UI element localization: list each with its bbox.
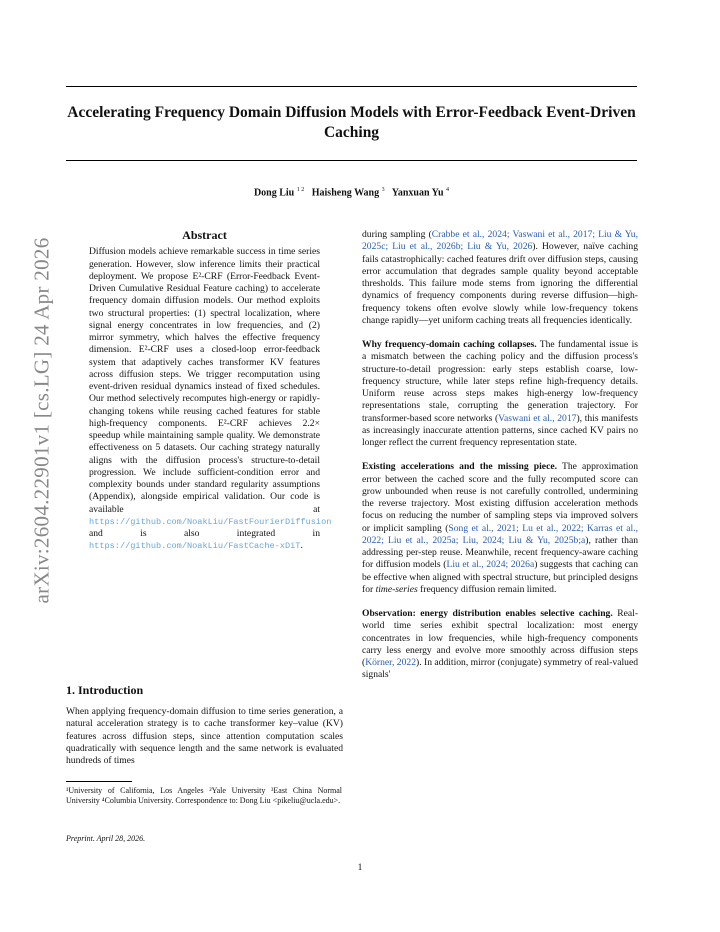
paragraph-heading: Observation: energy distribution enables selective caching.	[362, 608, 613, 619]
citation-link[interactable]: Song et al., 2021; Lu et al., 2022; Karras et al., 2022; Liu et al., 2025a; Liu, 2024; Liu & Yu, 2025b;a	[362, 522, 638, 546]
abstract-body: .	[300, 540, 303, 552]
abstract-heading: Abstract	[182, 228, 227, 242]
paragraph	[362, 461, 638, 596]
paper-title: Accelerating Frequency Domain Diffusion Models with Error-Feedback Event-Driven Caching	[67, 104, 636, 141]
abstract-body: Diffusion models achieve remarkable success in time series generation. However, slow inference limits their practical deployment. We propose E²-CRF (Error-Feedback Event-Driven Cumulative Residual Feature caching) to accelerate frequency domain diffusion models. Our method exploits two structural properties: (1) spectral localization, where signal energy concentrates in low frequencies, and (2) mirror symmetry, which halves the effective frequency dimension. E²-CRF uses a closed-loop error-feedback system that adaptively caches transformer KV features across diffusion steps. We trigger recomputation using event-driven residual dynamics instead of fixed schedules. Our method selectively recomputes high-energy or rapidly-changing tokens while reusing cached features for stable high-frequency components. E²-CRF achieves 2.2× speedup while maintaining sample quality. We demonstrate effectiveness on 5 datasets. Our caching strategy naturally aligns with the diffusion process's structure-to-detail progression. We include sufficient-condition error and complexity bounds under standard regularity assumptions (Appendix), alongside empirical validation. Our code is available at	[89, 246, 320, 515]
text: ) suggests that caching can be effective when aligned with spectral structure, but principled designs for	[362, 559, 638, 595]
text: ). In addition, mirror (conjugate) symmetry of real-valued signals'	[362, 657, 638, 681]
author-name: Yanxuan Yu	[391, 187, 444, 199]
emphasis: time-series	[375, 583, 418, 595]
text: The approximation error between the cached score and the fully recomputed score can grow unbounded when reuse is not carefully controlled, undermining the reverse trajectory. Most existing diffusion acceleration methods focus on reducing the number of sampling steps via improved solvers or implicit sampling (	[362, 461, 638, 534]
author-name: Dong Liu	[253, 187, 295, 199]
paragraph-heading: Why frequency-domain caching collapses.	[362, 339, 537, 350]
right-column	[362, 229, 638, 694]
text: ). However, naïve caching fails catastrophically: cached features drift over diffusion steps, causing error accumulation that degrades sample quality beyond acceptable thresholds. This failure mode stems from ignoring the differential dynamics of frequency components during reverse diffusion—high-frequency tokens often evolve slowly while low-frequency tokens change rapidly—yet uniform caching treats all frequencies identically.	[362, 241, 639, 326]
author-name: Haisheng Wang	[311, 187, 380, 199]
paragraph	[362, 229, 638, 327]
text: during sampling (	[362, 229, 432, 240]
citation-link[interactable]: Crabbe et al., 2024; Vaswani et al., 2017; Liu & Yu, 2025c; Liu et al., 2026b; Liu & Yu, 2026	[362, 229, 638, 253]
title-rule-bottom	[66, 160, 637, 161]
author-affiliation: 3	[381, 187, 385, 193]
intro-text	[66, 706, 343, 767]
text: ), this manifests as increasingly inaccurate attention patterns, since cached KV pairs no longer reflect the current frequency representation state.	[362, 412, 638, 448]
abstract-body: and is also integrated in	[89, 528, 320, 539]
text: The fundamental issue is a mismatch between the caching policy and the diffusion process's structure-to-detail progression: early steps establish coarse, low-frequency structure, while later steps refine high-frequency details. Uniform reuse across steps makes high-energy low-frequency representations stale, corrupting the generation trajectory. For transformer-based score networks (	[362, 339, 638, 424]
footnote-rule	[66, 781, 132, 782]
author-affiliation: 4	[446, 187, 450, 193]
code-link[interactable]: https://github.com/NoakLiu/FastFourierDiffusion	[89, 516, 332, 527]
section-heading: 1. Introduction	[66, 683, 144, 697]
page-number: 1	[357, 863, 363, 873]
paragraph	[362, 608, 638, 682]
paragraph-heading: Existing accelerations and the missing piece.	[362, 461, 557, 473]
intro-paragraph: When applying frequency-domain diffusion to time series generation, a natural acceleration strategy is to cache transformer key–value (KV) features across diffusion steps, since attention computation scales quadratically with sequence length and the same network is evaluated hundreds of times	[66, 706, 343, 766]
citation-link[interactable]: Liu et al., 2024; 2026a	[446, 559, 535, 571]
preprint-note: Preprint. April 28, 2026.	[66, 834, 146, 843]
citation-link[interactable]: Vaswani et al., 2017	[498, 412, 577, 424]
text: Real-world time series exhibit spectral localization: most energy concentrates in low frequencies, while high-frequency components carry less energy and evolve more smoothly across diffusion steps (	[362, 608, 639, 668]
text: frequency diffusion remain limited.	[420, 583, 557, 595]
citation-link[interactable]: Körner, 2022	[365, 657, 416, 668]
code-link[interactable]: https://github.com/NoakLiu/FastCache-xDiT	[89, 541, 301, 552]
abstract-text	[89, 246, 332, 552]
footnote: ¹University of California, Los Angeles ²Yale University ³East China Normal University ⁴Columbia University. Correspondence to: Dong Liu <pikeliu@ucla.edu>.	[66, 786, 342, 806]
author-affiliation: 1 2	[296, 187, 305, 193]
title-rule-top	[66, 86, 637, 87]
arxiv-id: arXiv:2604.22901v1 [cs.LG] 24 Apr 2026	[29, 237, 54, 604]
paragraph	[362, 339, 638, 449]
abstract	[89, 228, 332, 553]
author-list	[66, 187, 637, 198]
text: ), rather than addressing per-step reuse. Meanwhile, recent frequency-aware caching for diffusion models (	[362, 534, 638, 571]
